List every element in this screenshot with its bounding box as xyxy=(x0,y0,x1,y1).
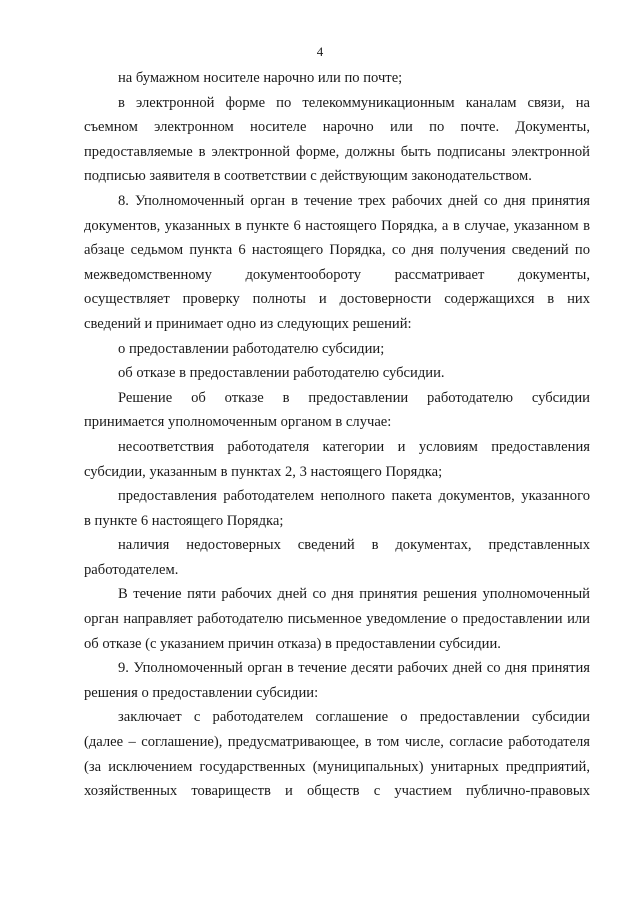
text-line: предоставляемые в электронной форме, должны быть подписаны электронной xyxy=(84,143,590,160)
text-line: документов, указанных в пункте 6 настоящего Порядка, а в случае, указанном в xyxy=(84,217,590,234)
text-line: съемном электронном носителе нарочно или по почте. Документы, xyxy=(84,119,590,136)
paragraph xyxy=(84,66,590,91)
text-line: (за исключением государственных (муниципальных) унитарных предприятий, xyxy=(84,758,590,775)
text-line: работодателем. xyxy=(84,561,179,578)
paragraph xyxy=(84,533,590,582)
text-line: В течение пяти рабочих дней со дня принятия решения уполномоченный xyxy=(118,586,590,603)
paragraph xyxy=(84,91,590,189)
paragraph xyxy=(84,337,590,362)
paragraph xyxy=(84,361,590,386)
paragraph xyxy=(84,484,590,533)
text-line: осуществляет проверку полноты и достоверности содержащихся в них xyxy=(84,291,590,308)
paragraph xyxy=(84,656,590,705)
text-line: предоставления работодателем неполного пакета документов, указанного xyxy=(118,488,590,505)
text-line: в пункте 6 настоящего Порядка; xyxy=(84,512,284,529)
text-line: наличия недостоверных сведений в документах, представленных xyxy=(118,537,590,554)
text-line: несоответствия работодателя категории и условиям предоставления xyxy=(118,438,590,455)
paragraph xyxy=(84,189,590,337)
text-line: сведений и принимает одно из следующих решений: xyxy=(84,315,412,332)
paragraph xyxy=(84,435,590,484)
text-line: межведомственному документообороту рассматривает документы, xyxy=(84,266,590,283)
text-line: в электронной форме по телекоммуникационным каналам связи, на xyxy=(118,94,590,111)
text-line: (далее – соглашение), предусматривающее, в том числе, согласие работодателя xyxy=(84,734,590,751)
text-line: субсидии, указанным в пунктах 2, 3 настоящего Порядка; xyxy=(84,463,443,480)
text-line: Решение об отказе в предоставлении работодателю субсидии xyxy=(118,389,590,406)
text-line: принимается уполномоченным органом в случае: xyxy=(84,414,392,431)
paragraph xyxy=(84,705,590,803)
text-line: решения о предоставлении субсидии: xyxy=(84,684,319,701)
paragraph xyxy=(84,582,590,656)
document-body xyxy=(84,66,590,804)
text-line: абзаце седьмом пункта 6 настоящего Порядка, со дня получения сведений по xyxy=(84,242,590,259)
text-line: на бумажном носителе нарочно или по почте; xyxy=(118,70,403,86)
text-line: 9. Уполномоченный орган в течение десяти рабочих дней со дня принятия xyxy=(118,660,590,677)
text-line: об отказе в предоставлении работодателю субсидии. xyxy=(118,365,445,382)
text-line: заключает с работодателем соглашение о предоставлении субсидии xyxy=(118,709,590,726)
text-line: орган направляет работодателю письменное уведомление о предоставлении или xyxy=(84,611,590,628)
page-number: 4 xyxy=(316,44,324,59)
text-line: о предоставлении работодателю субсидии; xyxy=(118,340,385,357)
text-line: хозяйственных товариществ и обществ с участием публично-правовых xyxy=(84,783,590,800)
paragraph xyxy=(84,386,590,435)
text-line: 8. Уполномоченный орган в течение трех рабочих дней со дня принятия xyxy=(118,192,590,209)
text-line: подписью заявителя в соответствии с действующим законодательством. xyxy=(84,168,532,185)
text-line: об отказе (с указанием причин отказа) в предоставлении субсидии. xyxy=(84,635,501,652)
